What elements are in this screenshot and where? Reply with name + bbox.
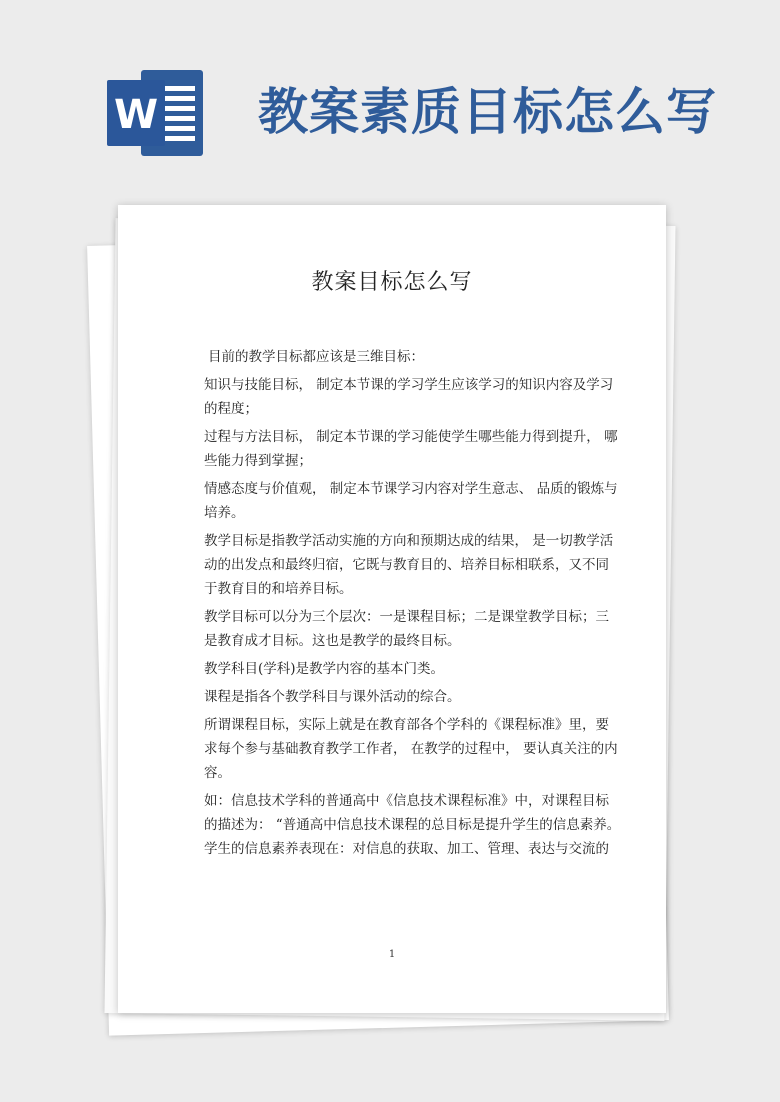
document-line: 求每个参与基础教育教学工作者， 在教学的过程中， 要认真关注的内 <box>204 741 618 757</box>
document-line: 动的出发点和最终归宿，它既与教育目的、培养目标相联系，又不同 <box>204 557 609 573</box>
document-line: 所谓课程目标，实际上就是在教育部各个学科的《课程标准》里，要 <box>204 717 609 733</box>
document-line: 课程是指各个教学科目与课外活动的综合。 <box>204 689 461 705</box>
document-body <box>204 345 621 861</box>
page-number: 1 <box>388 949 396 960</box>
document-line: 过程与方法目标， 制定本节课的学习能使学生哪些能力得到提升， 哪 <box>204 429 618 445</box>
document-line: 学生的信息素养表现在：对信息的获取、加工、管理、表达与交流的 <box>204 841 609 857</box>
document-line: 情感态度与价值观， 制定本节课学习内容对学生意志、 品质的锻炼与 <box>204 481 618 497</box>
document-line: 容。 <box>204 765 231 781</box>
document-line: 培养。 <box>204 505 245 521</box>
document-line: 知识与技能目标， 制定本节课的学习学生应该学习的知识内容及学习 <box>204 377 614 393</box>
document-line: 的程度； <box>204 401 258 417</box>
word-document-icon <box>107 66 207 160</box>
word-logo-letter: W <box>113 92 159 138</box>
document-line: 目前的教学目标都应该是三维目标： <box>208 349 424 365</box>
document-title: 教案目标怎么写 <box>311 270 473 295</box>
banner-title: 教案素质目标怎么写 <box>258 83 717 141</box>
document-line: 于教育目的和培养目标。 <box>204 581 353 597</box>
document-page <box>118 205 666 1013</box>
banner <box>0 0 780 170</box>
document-line: 如：信息技术学科的普通高中《信息技术课程标准》中，对课程目标 <box>204 793 609 809</box>
document-line: 是教育成才目标。这也是教学的最终目标。 <box>204 633 461 649</box>
document-line: 的描述为： “普通高中信息技术课程的总目标是提升学生的信息素养。 <box>204 817 621 833</box>
document-line: 教学目标是指教学活动实施的方向和预期达成的结果， 是一切教学活 <box>204 533 614 549</box>
document-line: 些能力得到掌握； <box>204 453 312 469</box>
document-line: 教学科目(学科)是教学内容的基本门类。 <box>204 661 445 677</box>
document-line: 教学目标可以分为三个层次：一是课程目标；二是课堂教学目标；三 <box>204 609 609 625</box>
